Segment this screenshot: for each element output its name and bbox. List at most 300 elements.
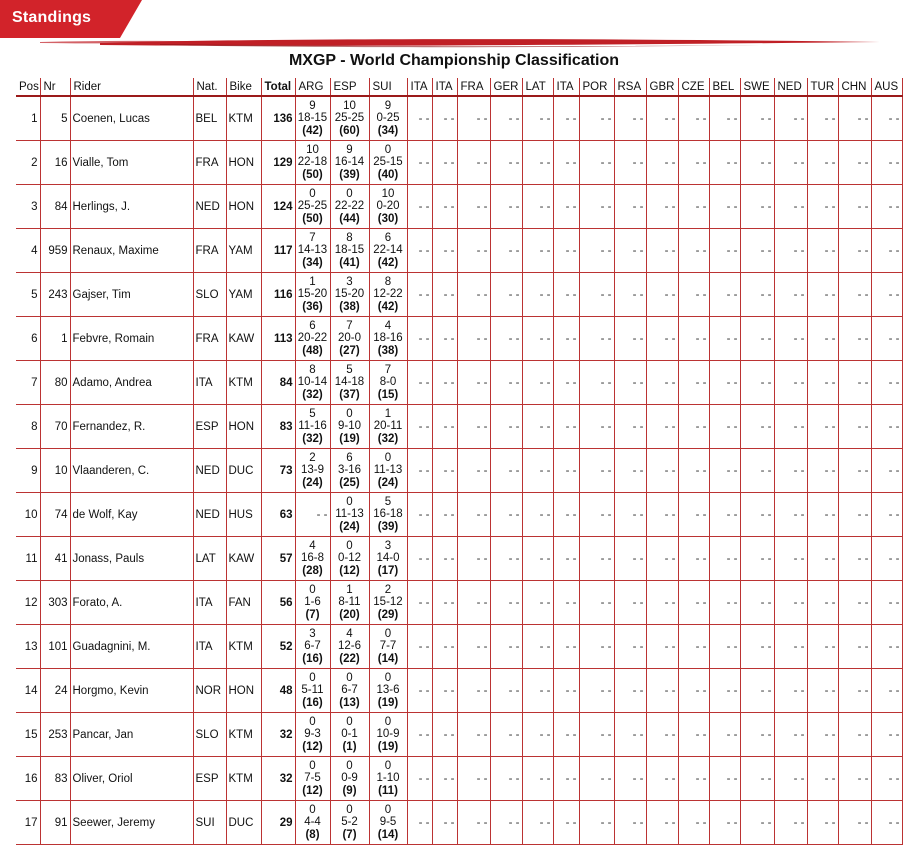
cell-race-empty: - - <box>678 229 709 273</box>
moto-results: 6-7 <box>304 640 321 653</box>
moto-results: 18-16 <box>373 332 403 345</box>
race-points: (38) <box>339 300 360 313</box>
cell-nat: ITA <box>193 361 226 405</box>
cell-race-empty: - - <box>807 273 838 317</box>
cell-pos: 15 <box>16 713 40 757</box>
cell-race-empty: - - <box>614 713 646 757</box>
cell-race-empty: - - <box>740 229 774 273</box>
cell-race-empty: - - <box>678 801 709 845</box>
cell-nr: 243 <box>40 273 70 317</box>
cell-race-empty: - - <box>709 449 740 493</box>
cell-nr: 303 <box>40 581 70 625</box>
cell-race-empty: - - <box>407 185 432 229</box>
cell-race-empty: - - <box>646 493 678 537</box>
cell-race-empty: - - <box>522 405 553 449</box>
moto-results: 1-10 <box>376 772 400 785</box>
cell-race-empty: - - <box>553 713 579 757</box>
cell-race-empty: - - <box>579 581 614 625</box>
cell-race-empty: - - <box>457 581 490 625</box>
cell-race-empty: - - <box>457 141 490 185</box>
col-race: CHN <box>838 78 871 96</box>
col-race: GER <box>490 78 522 96</box>
race-points: (20) <box>339 608 360 621</box>
cell-total: 129 <box>261 141 295 185</box>
cell-race-empty: - - <box>774 361 807 405</box>
cell-race-empty: - - <box>807 537 838 581</box>
cell-race-empty: - - <box>871 713 902 757</box>
moto-results: 13-6 <box>376 684 400 697</box>
cell-race-empty: - - <box>407 141 432 185</box>
race-points: (16) <box>302 652 323 665</box>
cell-race-empty: - - <box>807 493 838 537</box>
cell-race-empty: - - <box>774 669 807 713</box>
cell-nr: 10 <box>40 449 70 493</box>
col-race: RSA <box>614 78 646 96</box>
cell-race-empty: - - <box>490 801 522 845</box>
cell-race-empty: - - <box>457 537 490 581</box>
cell-bike: DUC <box>226 801 261 845</box>
cell-bike: KAW <box>226 537 261 581</box>
cell-race-result <box>295 317 330 361</box>
cell-race-result <box>295 229 330 273</box>
moto-results: 15-20 <box>297 288 328 301</box>
table-row <box>16 273 902 317</box>
header-row <box>16 78 902 96</box>
cell-nr: 24 <box>40 669 70 713</box>
race-points: (13) <box>339 696 360 709</box>
cell-rider: de Wolf, Kay <box>70 493 193 537</box>
cell-race-empty: - - <box>490 625 522 669</box>
cell-race-empty: - - <box>490 273 522 317</box>
cell-race-empty: - - <box>579 757 614 801</box>
cell-pos: 13 <box>16 625 40 669</box>
cell-race-empty: - - <box>709 713 740 757</box>
cell-race-empty: - - <box>740 317 774 361</box>
cell-race-result <box>369 537 407 581</box>
cell-race-empty: - - <box>457 669 490 713</box>
cell-race-empty: - - <box>407 801 432 845</box>
cell-race-empty: - - <box>740 757 774 801</box>
cell-rider: Adamo, Andrea <box>70 361 193 405</box>
cell-race-result <box>295 537 330 581</box>
cell-race-empty: - - <box>646 757 678 801</box>
cell-rider: Jonass, Pauls <box>70 537 193 581</box>
race-points: (50) <box>302 212 323 225</box>
cell-race-empty: - - <box>646 713 678 757</box>
table-row <box>16 669 902 713</box>
cell-race-empty: - - <box>871 493 902 537</box>
cell-pos: 7 <box>16 361 40 405</box>
cell-race-empty: - - <box>490 405 522 449</box>
cell-race-empty: - - <box>646 669 678 713</box>
cell-race-empty: - - <box>432 317 457 361</box>
cell-race-empty: - - <box>457 405 490 449</box>
col-race: TUR <box>807 78 838 96</box>
cell-race-empty: - - <box>553 801 579 845</box>
cell-race-empty: - - <box>407 229 432 273</box>
cell-race-empty: - - <box>678 405 709 449</box>
moto-results: 14-13 <box>297 244 328 257</box>
race-position: 0 <box>309 583 316 596</box>
cell-race-empty: - - <box>522 361 553 405</box>
race-points: (1) <box>342 740 357 753</box>
cell-race-empty: - - <box>774 185 807 229</box>
cell-race-empty: - - <box>646 581 678 625</box>
cell-bike: FAN <box>226 581 261 625</box>
cell-race-empty: - - <box>740 669 774 713</box>
cell-race-empty: - - <box>490 141 522 185</box>
cell-race-empty: - - <box>553 361 579 405</box>
moto-results: 20-22 <box>297 332 328 345</box>
cell-race-empty: - - <box>774 801 807 845</box>
cell-race-empty: - - <box>579 141 614 185</box>
moto-results: 13-9 <box>300 464 325 477</box>
cell-race-result <box>330 273 369 317</box>
cell-pos: 9 <box>16 449 40 493</box>
cell-race-empty: - - <box>871 405 902 449</box>
cell-bike: KTM <box>226 713 261 757</box>
cell-race-empty: - - <box>807 317 838 361</box>
moto-results: 7-7 <box>379 640 397 653</box>
cell-race-empty: - - <box>678 757 709 801</box>
table-row <box>16 493 902 537</box>
cell-race-empty: - - <box>807 229 838 273</box>
race-position: 8 <box>309 363 316 376</box>
cell-rider: Gajser, Tim <box>70 273 193 317</box>
moto-results: 15-12 <box>373 596 403 609</box>
cell-pos: 2 <box>16 141 40 185</box>
cell-race-empty: - - <box>709 229 740 273</box>
race-points: (44) <box>339 212 360 225</box>
cell-race-empty: - - <box>490 317 522 361</box>
cell-bike: YAM <box>226 273 261 317</box>
race-points: (19) <box>377 696 399 709</box>
cell-race-empty: - - <box>740 361 774 405</box>
cell-race-result <box>330 625 369 669</box>
cell-race-empty: - - <box>432 405 457 449</box>
cell-pos: 14 <box>16 669 40 713</box>
race-position: 0 <box>346 407 353 420</box>
moto-results: 7-5 <box>304 772 321 785</box>
cell-race-empty: - - <box>838 273 871 317</box>
cell-race-result <box>369 449 407 493</box>
cell-total: 113 <box>261 317 295 361</box>
cell-race-empty: - - <box>522 185 553 229</box>
cell-pos: 12 <box>16 581 40 625</box>
col-race: SUI <box>369 78 407 96</box>
cell-rider: Herlings, J. <box>70 185 193 229</box>
cell-race-empty: - - <box>646 96 678 141</box>
cell-race-empty: - - <box>646 625 678 669</box>
cell-race-empty: - - <box>709 669 740 713</box>
cell-race-empty: - - <box>774 713 807 757</box>
moto-results: 20-11 <box>373 420 403 433</box>
cell-race-empty: - - <box>457 185 490 229</box>
cell-bike: HON <box>226 405 261 449</box>
cell-race-empty: - - <box>678 581 709 625</box>
cell-race-empty: - - <box>740 493 774 537</box>
cell-race-empty: - - <box>522 669 553 713</box>
col-race: ITA <box>432 78 457 96</box>
table-row <box>16 96 902 141</box>
cell-race-empty: - - <box>614 361 646 405</box>
cell-race-result <box>295 185 330 229</box>
table-row <box>16 449 902 493</box>
cell-race-empty: - - <box>807 361 838 405</box>
race-points: (48) <box>302 344 323 357</box>
race-points: (28) <box>302 564 323 577</box>
cell-race-empty: - - <box>432 185 457 229</box>
cell-race-empty: - - <box>838 229 871 273</box>
race-position: 0 <box>309 671 316 684</box>
cell-rider: Horgmo, Kevin <box>70 669 193 713</box>
cell-race-empty: - - <box>432 669 457 713</box>
cell-rider: Seewer, Jeremy <box>70 801 193 845</box>
cell-race-empty: - - <box>553 185 579 229</box>
race-position: 8 <box>384 275 392 288</box>
cell-race-result <box>295 801 330 845</box>
cell-race-empty: - - <box>457 317 490 361</box>
cell-race-empty: - - <box>678 669 709 713</box>
cell-race-empty: - - <box>614 625 646 669</box>
race-points: (9) <box>342 784 357 797</box>
cell-race-empty: - - <box>490 185 522 229</box>
cell-race-empty: - - <box>807 141 838 185</box>
cell-nat: ESP <box>193 405 226 449</box>
cell-race-empty: - - <box>838 493 871 537</box>
cell-nr: 16 <box>40 141 70 185</box>
cell-race-empty: - - <box>553 493 579 537</box>
race-points: (32) <box>302 388 323 401</box>
cell-race-empty: - - <box>740 449 774 493</box>
race-position: 0 <box>384 803 392 816</box>
standings-body <box>16 96 902 845</box>
col-race: AUS <box>871 78 902 96</box>
cell-race-empty: - - <box>709 581 740 625</box>
cell-race-empty: - - <box>614 141 646 185</box>
cell-race-empty: - - <box>740 713 774 757</box>
cell-race-empty: - - <box>407 493 432 537</box>
cell-race-empty: - - <box>646 141 678 185</box>
cell-race-empty: - - <box>579 96 614 141</box>
col-nr: Nr <box>40 78 70 96</box>
race-points: (24) <box>302 476 323 489</box>
cell-nat: NED <box>193 449 226 493</box>
cell-nat: NOR <box>193 669 226 713</box>
moto-results: 25-15 <box>373 156 403 169</box>
col-bike: Bike <box>226 78 261 96</box>
race-position: 8 <box>346 231 353 244</box>
cell-race-empty: - - <box>614 537 646 581</box>
race-position: 0 <box>384 451 392 464</box>
cell-race-empty: - - <box>709 493 740 537</box>
race-points: (12) <box>339 564 360 577</box>
moto-results: 5-2 <box>341 816 358 829</box>
cell-nat: ITA <box>193 625 226 669</box>
cell-race-empty: - - <box>774 317 807 361</box>
cell-rider: Vialle, Tom <box>70 141 193 185</box>
col-race: SWE <box>740 78 774 96</box>
cell-nr: 70 <box>40 405 70 449</box>
cell-race-empty: - - <box>871 141 902 185</box>
cell-race-empty: - - <box>871 229 902 273</box>
col-race: NED <box>774 78 807 96</box>
cell-race-result <box>369 801 407 845</box>
race-position: 0 <box>309 759 316 772</box>
cell-race-result <box>369 185 407 229</box>
cell-race-empty: - - <box>838 625 871 669</box>
cell-race-result <box>295 141 330 185</box>
cell-total: 136 <box>261 96 295 141</box>
cell-race-empty: - - <box>774 757 807 801</box>
cell-race-empty: - - <box>553 449 579 493</box>
cell-race-result <box>369 669 407 713</box>
cell-nat: FRA <box>193 229 226 273</box>
cell-race-result <box>295 449 330 493</box>
cell-race-empty: - - <box>709 185 740 229</box>
race-points: (8) <box>305 828 320 841</box>
cell-pos: 1 <box>16 96 40 141</box>
cell-race-empty: - - <box>614 801 646 845</box>
cell-nr: 80 <box>40 361 70 405</box>
cell-race-empty: - - <box>871 581 902 625</box>
race-points: (30) <box>377 212 399 225</box>
cell-race-empty: - - <box>709 405 740 449</box>
cell-race-result <box>295 757 330 801</box>
race-position: 9 <box>384 99 392 112</box>
cell-race-empty: - - <box>432 361 457 405</box>
cell-nat: LAT <box>193 537 226 581</box>
cell-race-result <box>295 96 330 141</box>
cell-race-empty: - - <box>579 669 614 713</box>
cell-race-empty: - - <box>432 229 457 273</box>
race-points: (36) <box>302 300 323 313</box>
moto-results: 16-8 <box>300 552 325 565</box>
moto-results: 22-14 <box>373 244 403 257</box>
cell-race-empty: - - <box>295 493 330 537</box>
cell-nr: 5 <box>40 96 70 141</box>
cell-race-empty: - - <box>432 713 457 757</box>
cell-race-empty: - - <box>740 185 774 229</box>
cell-race-result <box>369 757 407 801</box>
cell-nr: 253 <box>40 713 70 757</box>
cell-race-empty: - - <box>838 317 871 361</box>
cell-race-result <box>330 141 369 185</box>
cell-race-empty: - - <box>838 537 871 581</box>
cell-race-empty: - - <box>740 96 774 141</box>
moto-results: 11-13 <box>373 464 403 477</box>
cell-race-empty: - - <box>553 96 579 141</box>
cell-total: 73 <box>261 449 295 493</box>
race-position: 7 <box>346 319 353 332</box>
cell-race-empty: - - <box>457 713 490 757</box>
table-row <box>16 317 902 361</box>
cell-race-empty: - - <box>838 405 871 449</box>
moto-results: 14-18 <box>334 376 365 389</box>
cell-total: 48 <box>261 669 295 713</box>
cell-race-result <box>369 96 407 141</box>
table-row <box>16 801 902 845</box>
cell-race-empty: - - <box>522 96 553 141</box>
cell-race-empty: - - <box>871 361 902 405</box>
cell-race-empty: - - <box>774 581 807 625</box>
race-points: (50) <box>302 168 323 181</box>
race-position: 0 <box>384 759 392 772</box>
cell-race-result <box>330 757 369 801</box>
cell-pos: 8 <box>16 405 40 449</box>
cell-race-empty: - - <box>871 317 902 361</box>
cell-race-empty: - - <box>614 405 646 449</box>
cell-race-empty: - - <box>807 185 838 229</box>
cell-bike: KAW <box>226 317 261 361</box>
race-points: (38) <box>377 344 399 357</box>
cell-nat: BEL <box>193 96 226 141</box>
table-row <box>16 581 902 625</box>
cell-race-result <box>330 185 369 229</box>
cell-race-result <box>330 405 369 449</box>
cell-race-empty: - - <box>579 801 614 845</box>
cell-race-empty: - - <box>553 405 579 449</box>
cell-race-empty: - - <box>709 361 740 405</box>
moto-results: 10-9 <box>376 728 400 741</box>
cell-race-empty: - - <box>740 801 774 845</box>
cell-race-empty: - - <box>432 537 457 581</box>
race-position: 1 <box>309 275 316 288</box>
cell-race-result <box>330 317 369 361</box>
cell-bike: YAM <box>226 229 261 273</box>
cell-race-empty: - - <box>432 801 457 845</box>
cell-race-empty: - - <box>407 537 432 581</box>
cell-race-empty: - - <box>522 493 553 537</box>
race-position: 0 <box>346 671 353 684</box>
cell-race-empty: - - <box>871 449 902 493</box>
race-points: (7) <box>342 828 357 841</box>
moto-results: 22-18 <box>297 156 328 169</box>
cell-nat: ESP <box>193 757 226 801</box>
cell-race-empty: - - <box>579 229 614 273</box>
cell-race-result <box>330 801 369 845</box>
race-points: (12) <box>302 784 323 797</box>
cell-race-empty: - - <box>871 96 902 141</box>
cell-rider: Vlaanderen, C. <box>70 449 193 493</box>
table-row <box>16 625 902 669</box>
cell-race-empty: - - <box>407 317 432 361</box>
cell-rider: Renaux, Maxime <box>70 229 193 273</box>
cell-race-empty: - - <box>407 405 432 449</box>
cell-race-empty: - - <box>579 273 614 317</box>
cell-bike: KTM <box>226 361 261 405</box>
cell-race-empty: - - <box>838 361 871 405</box>
race-position: 5 <box>346 363 353 376</box>
cell-race-result <box>330 669 369 713</box>
moto-results: 0-12 <box>337 552 362 565</box>
moto-results: 20-0 <box>337 332 362 345</box>
cell-rider: Fernandez, R. <box>70 405 193 449</box>
cell-race-empty: - - <box>807 713 838 757</box>
race-points: (39) <box>377 520 399 533</box>
cell-race-empty: - - <box>432 757 457 801</box>
moto-results: 9-10 <box>337 420 362 433</box>
race-position: 5 <box>384 495 392 508</box>
cell-race-empty: - - <box>407 757 432 801</box>
cell-nat: SUI <box>193 801 226 845</box>
cell-total: 83 <box>261 405 295 449</box>
table-row <box>16 361 902 405</box>
moto-results: 4-4 <box>304 816 321 829</box>
cell-race-empty: - - <box>774 449 807 493</box>
cell-race-empty: - - <box>457 361 490 405</box>
moto-results: 5-11 <box>301 684 324 697</box>
